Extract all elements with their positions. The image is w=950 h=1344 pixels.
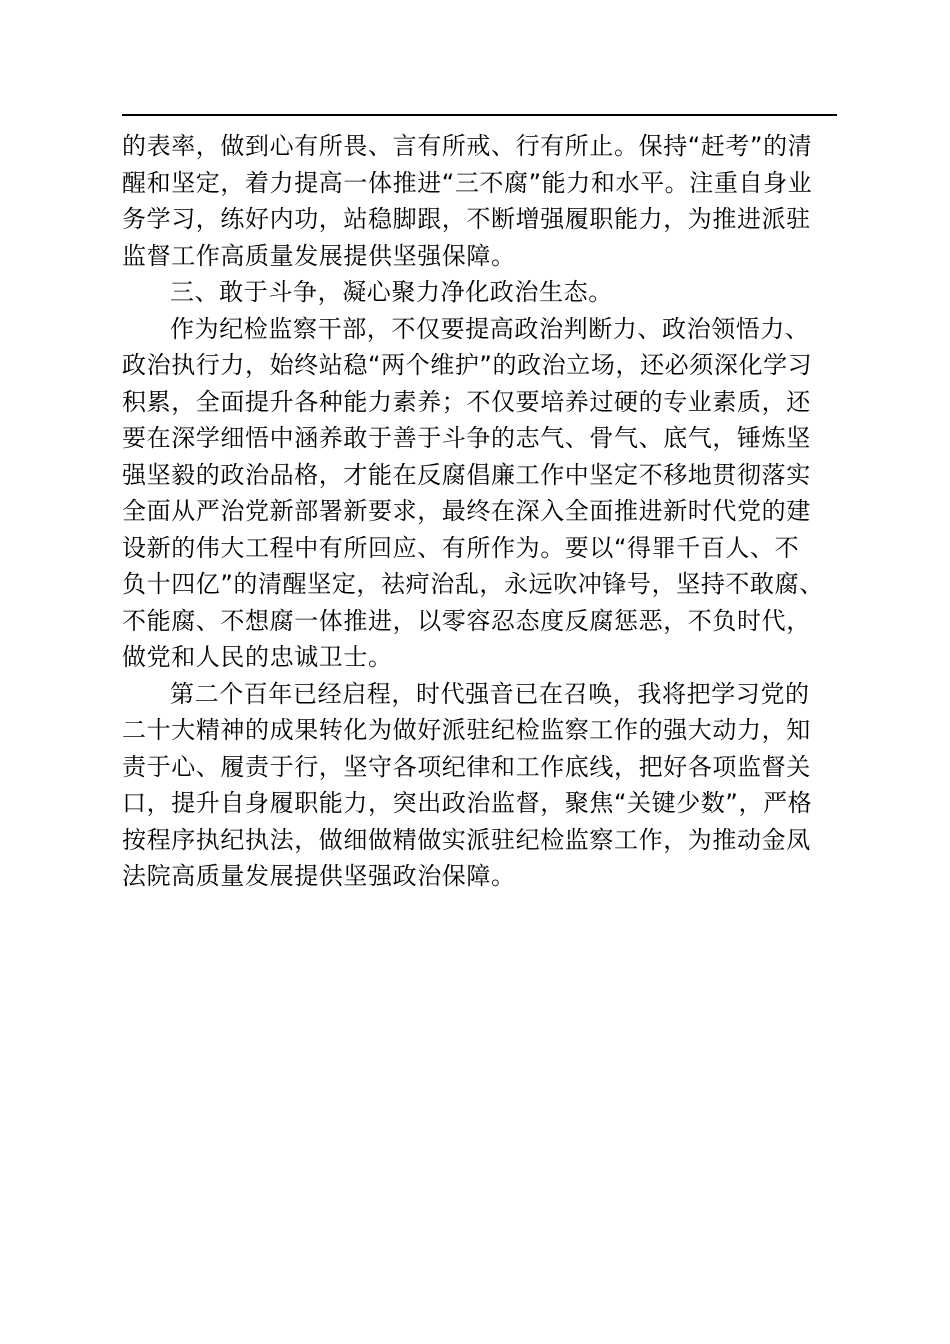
text-line: 全面从严治党新部署新要求，最终在深入全面推进新时代党的建 xyxy=(122,497,811,525)
text-line: 监督工作高质量发展提供坚强保障。 xyxy=(122,241,516,270)
document-body xyxy=(122,128,840,895)
text-line: 务学习，练好内功，站稳脚跟，不断增强履职能力，为推进派驻 xyxy=(122,205,811,233)
text-line: 按程序执纪执法，做细做精做实派驻纪检监察工作，为推动金凤 xyxy=(122,825,811,854)
text-line: 做党和人民的忠诚卫士。 xyxy=(122,643,393,671)
text-line: 的表率，做到心有所畏、言有所戒、行有所止。保持“赶考”的清 xyxy=(122,132,813,160)
text-line: 二十大精神的成果转化为做好派驻纪检监察工作的强大动力，知 xyxy=(122,716,811,744)
text-line: 积累，全面提升各种能力素养；不仅要培养过硬的专业素质，还 xyxy=(122,387,811,416)
text-line: 要在深学细悟中涵养敢于善于斗争的志气、骨气、底气，锤炼坚 xyxy=(122,424,811,452)
text-line: 设新的伟大工程中有所回应、有所作为。要以“得罪千百人、不 xyxy=(122,533,800,562)
text-line: 醒和坚定，着力提高一体推进“三不腐”能力和水平。注重自身业 xyxy=(122,168,813,197)
text-line: 负十四亿”的清醒坚定，祛疴治乱，永远吹冲锋号，坚持不敢腐、 xyxy=(122,570,824,598)
text-line: 不能腐、不想腐一体推进，以零容忍态度反腐惩恶，不负时代， xyxy=(122,606,811,635)
text-line: 第二个百年已经启程，时代强音已在召唤，我将把学习党的 xyxy=(170,679,810,708)
text-line: 强坚毅的政治品格，才能在反腐倡廉工作中坚定不移地贯彻落实 xyxy=(122,460,811,489)
text-line: 作为纪检监察干部，不仅要提高政治判断力、政治领悟力、 xyxy=(170,314,810,343)
text-line: 责于心、履责于行，坚守各项纪律和工作底线，把好各项监督关 xyxy=(122,752,811,781)
text-line: 政治执行力，始终站稳“两个维护”的政治立场，还必须深化学习 xyxy=(122,351,813,379)
text-line: 法院高质量发展提供坚强政治保障。 xyxy=(122,862,516,890)
header-rule xyxy=(122,114,837,116)
text-line: 三、敢于斗争，凝心聚力净化政治生态。 xyxy=(170,278,613,306)
text-line: 口，提升自身履职能力，突出政治监督，聚焦“关键少数”，严格 xyxy=(122,789,813,817)
